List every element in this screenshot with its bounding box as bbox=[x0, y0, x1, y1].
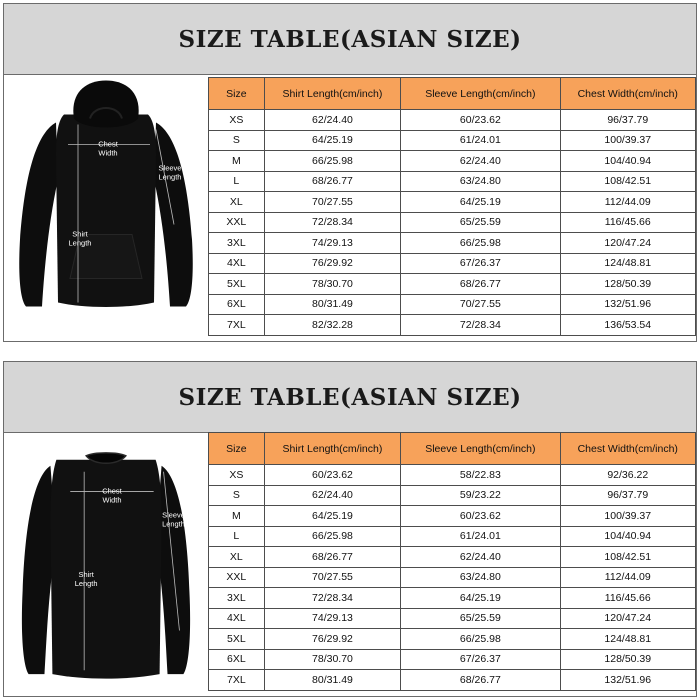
table-row bbox=[209, 294, 696, 315]
measurement-cell: 65/25.59 bbox=[401, 212, 560, 233]
table-row bbox=[209, 588, 696, 609]
table-row bbox=[209, 485, 696, 506]
table-row bbox=[209, 670, 696, 691]
col-header: Chest Width(cm/inch) bbox=[560, 433, 695, 465]
measurement-cell: 70/27.55 bbox=[264, 192, 401, 213]
measurement-cell: 68/26.77 bbox=[264, 547, 401, 568]
measurement-cell: 62/24.40 bbox=[264, 485, 401, 506]
measurement-cell: 108/42.51 bbox=[560, 171, 695, 192]
measurement-cell: 62/24.40 bbox=[264, 110, 401, 131]
table-row bbox=[209, 629, 696, 650]
col-header: Size bbox=[209, 433, 265, 465]
measurement-cell: 80/31.49 bbox=[264, 670, 401, 691]
measurement-cell: 128/50.39 bbox=[560, 274, 695, 295]
measurement-cell: 96/37.79 bbox=[560, 485, 695, 506]
size-cell: L bbox=[209, 171, 265, 192]
measurement-cell: 68/26.77 bbox=[264, 171, 401, 192]
measurement-cell: 128/50.39 bbox=[560, 649, 695, 670]
measurement-cell: 92/36.22 bbox=[560, 465, 695, 486]
size-cell: XXL bbox=[209, 567, 265, 588]
size-cell: 4XL bbox=[209, 608, 265, 629]
title-bar bbox=[4, 362, 696, 433]
measurement-cell: 59/23.22 bbox=[401, 485, 560, 506]
table-row bbox=[209, 253, 696, 274]
measurement-cell: 63/24.80 bbox=[401, 171, 560, 192]
measurement-cell: 76/29.92 bbox=[264, 253, 401, 274]
measurement-cell: 64/25.19 bbox=[401, 192, 560, 213]
panel-title: SIZE TABLE(ASIAN SIZE) bbox=[178, 383, 522, 411]
measurement-cell: 116/45.66 bbox=[560, 588, 695, 609]
size-table-panel-sweatshirt bbox=[3, 361, 697, 697]
measurement-cell: 116/45.66 bbox=[560, 212, 695, 233]
table-row bbox=[209, 233, 696, 254]
sleeve-label-2: Length bbox=[158, 172, 182, 182]
size-cell: 5XL bbox=[209, 274, 265, 295]
shirt-label-1: Shirt bbox=[72, 229, 88, 239]
size-cell: 3XL bbox=[209, 233, 265, 254]
measurement-cell: 74/29.13 bbox=[264, 233, 401, 254]
size-table bbox=[208, 432, 696, 691]
measurement-cell: 63/24.80 bbox=[401, 567, 560, 588]
table-row bbox=[209, 212, 696, 233]
measurement-cell: 60/23.62 bbox=[401, 110, 560, 131]
size-cell: XS bbox=[209, 465, 265, 486]
size-cell: 6XL bbox=[209, 649, 265, 670]
size-cell: XL bbox=[209, 547, 265, 568]
measurement-cell: 112/44.09 bbox=[560, 567, 695, 588]
measurement-cell: 132/51.96 bbox=[560, 670, 695, 691]
measurement-cell: 108/42.51 bbox=[560, 547, 695, 568]
size-cell: XL bbox=[209, 192, 265, 213]
measurement-cell: 66/25.98 bbox=[264, 526, 401, 547]
measurement-cell: 78/30.70 bbox=[264, 649, 401, 670]
col-header: Shirt Length(cm/inch) bbox=[264, 78, 401, 110]
table-row bbox=[209, 315, 696, 336]
measurement-cell: 72/28.34 bbox=[264, 588, 401, 609]
col-header: Sleeve Length(cm/inch) bbox=[401, 433, 560, 465]
measurement-cell: 72/28.34 bbox=[401, 315, 560, 336]
shirt-label-2: Length bbox=[74, 578, 98, 588]
measurement-cell: 120/47.24 bbox=[560, 608, 695, 629]
measurement-cell: 70/27.55 bbox=[401, 294, 560, 315]
table-header-row bbox=[209, 78, 696, 110]
size-cell: S bbox=[209, 130, 265, 151]
measurement-cell: 124/48.81 bbox=[560, 253, 695, 274]
size-cell: XXL bbox=[209, 212, 265, 233]
size-cell: 4XL bbox=[209, 253, 265, 274]
table-row bbox=[209, 192, 696, 213]
table-row bbox=[209, 171, 696, 192]
col-header: Shirt Length(cm/inch) bbox=[264, 433, 401, 465]
sweatshirt-icon bbox=[4, 432, 208, 696]
measurement-cell: 66/25.98 bbox=[401, 233, 560, 254]
size-cell: 3XL bbox=[209, 588, 265, 609]
table-row bbox=[209, 526, 696, 547]
table-row bbox=[209, 649, 696, 670]
measurement-cell: 104/40.94 bbox=[560, 151, 695, 172]
chest-label-1: Chest bbox=[98, 139, 118, 149]
measurement-cell: 61/24.01 bbox=[401, 130, 560, 151]
chest-label-1: Chest bbox=[102, 486, 122, 496]
table-row bbox=[209, 567, 696, 588]
sleeve-label-1: Sleeve bbox=[162, 510, 185, 520]
measurement-cell: 61/24.01 bbox=[401, 526, 560, 547]
measurement-cell: 72/28.34 bbox=[264, 212, 401, 233]
measurement-cell: 66/25.98 bbox=[401, 629, 560, 650]
measurement-cell: 82/32.28 bbox=[264, 315, 401, 336]
shirt-label-1: Shirt bbox=[78, 569, 94, 579]
measurement-cell: 62/24.40 bbox=[401, 547, 560, 568]
measurement-cell: 136/53.54 bbox=[560, 315, 695, 336]
measurement-cell: 96/37.79 bbox=[560, 110, 695, 131]
measurement-cell: 67/26.37 bbox=[401, 649, 560, 670]
measurement-cell: 62/24.40 bbox=[401, 151, 560, 172]
size-cell: S bbox=[209, 485, 265, 506]
table-row bbox=[209, 465, 696, 486]
table-header-row bbox=[209, 433, 696, 465]
measurement-cell: 76/29.92 bbox=[264, 629, 401, 650]
measurement-cell: 100/39.37 bbox=[560, 506, 695, 527]
measurement-cell: 66/25.98 bbox=[264, 151, 401, 172]
measurement-cell: 120/47.24 bbox=[560, 233, 695, 254]
measurement-cell: 124/48.81 bbox=[560, 629, 695, 650]
measurement-cell: 68/26.77 bbox=[401, 274, 560, 295]
measurement-cell: 74/29.13 bbox=[264, 608, 401, 629]
sleeve-label-2: Length bbox=[162, 519, 185, 529]
measurement-cell: 132/51.96 bbox=[560, 294, 695, 315]
size-cell: XS bbox=[209, 110, 265, 131]
table-row bbox=[209, 506, 696, 527]
size-cell: 6XL bbox=[209, 294, 265, 315]
measurement-cell: 67/26.37 bbox=[401, 253, 560, 274]
panel-title: SIZE TABLE(ASIAN SIZE) bbox=[178, 25, 522, 53]
size-cell: L bbox=[209, 526, 265, 547]
size-table bbox=[208, 77, 696, 336]
measurement-cell: 100/39.37 bbox=[560, 130, 695, 151]
size-cell: M bbox=[209, 506, 265, 527]
size-cell: 7XL bbox=[209, 670, 265, 691]
size-table-panel-hoodie bbox=[3, 3, 697, 342]
sleeve-label-1: Sleeve bbox=[158, 163, 182, 173]
hoodie-icon bbox=[4, 74, 208, 341]
size-cell: M bbox=[209, 151, 265, 172]
measurement-cell: 104/40.94 bbox=[560, 526, 695, 547]
table-row bbox=[209, 110, 696, 131]
col-header: Chest Width(cm/inch) bbox=[560, 78, 695, 110]
measurement-cell: 64/25.19 bbox=[264, 506, 401, 527]
measurement-cell: 60/23.62 bbox=[401, 506, 560, 527]
measurement-cell: 112/44.09 bbox=[560, 192, 695, 213]
col-header: Sleeve Length(cm/inch) bbox=[401, 78, 560, 110]
table-row bbox=[209, 608, 696, 629]
measurement-cell: 80/31.49 bbox=[264, 294, 401, 315]
table-row bbox=[209, 130, 696, 151]
chest-label-2: Width bbox=[102, 495, 122, 505]
chest-label-2: Width bbox=[98, 148, 118, 158]
measurement-cell: 60/23.62 bbox=[264, 465, 401, 486]
table-row bbox=[209, 274, 696, 295]
title-bar bbox=[4, 4, 696, 75]
table-row bbox=[209, 547, 696, 568]
sweatshirt-illustration bbox=[4, 432, 208, 696]
size-cell: 5XL bbox=[209, 629, 265, 650]
size-cell: 7XL bbox=[209, 315, 265, 336]
measurement-cell: 58/22.83 bbox=[401, 465, 560, 486]
hoodie-illustration bbox=[4, 74, 208, 341]
measurement-cell: 65/25.59 bbox=[401, 608, 560, 629]
measurement-cell: 68/26.77 bbox=[401, 670, 560, 691]
measurement-cell: 78/30.70 bbox=[264, 274, 401, 295]
measurement-cell: 64/25.19 bbox=[264, 130, 401, 151]
col-header: Size bbox=[209, 78, 265, 110]
measurement-cell: 64/25.19 bbox=[401, 588, 560, 609]
shirt-label-2: Length bbox=[68, 238, 92, 248]
measurement-cell: 70/27.55 bbox=[264, 567, 401, 588]
table-row bbox=[209, 151, 696, 172]
